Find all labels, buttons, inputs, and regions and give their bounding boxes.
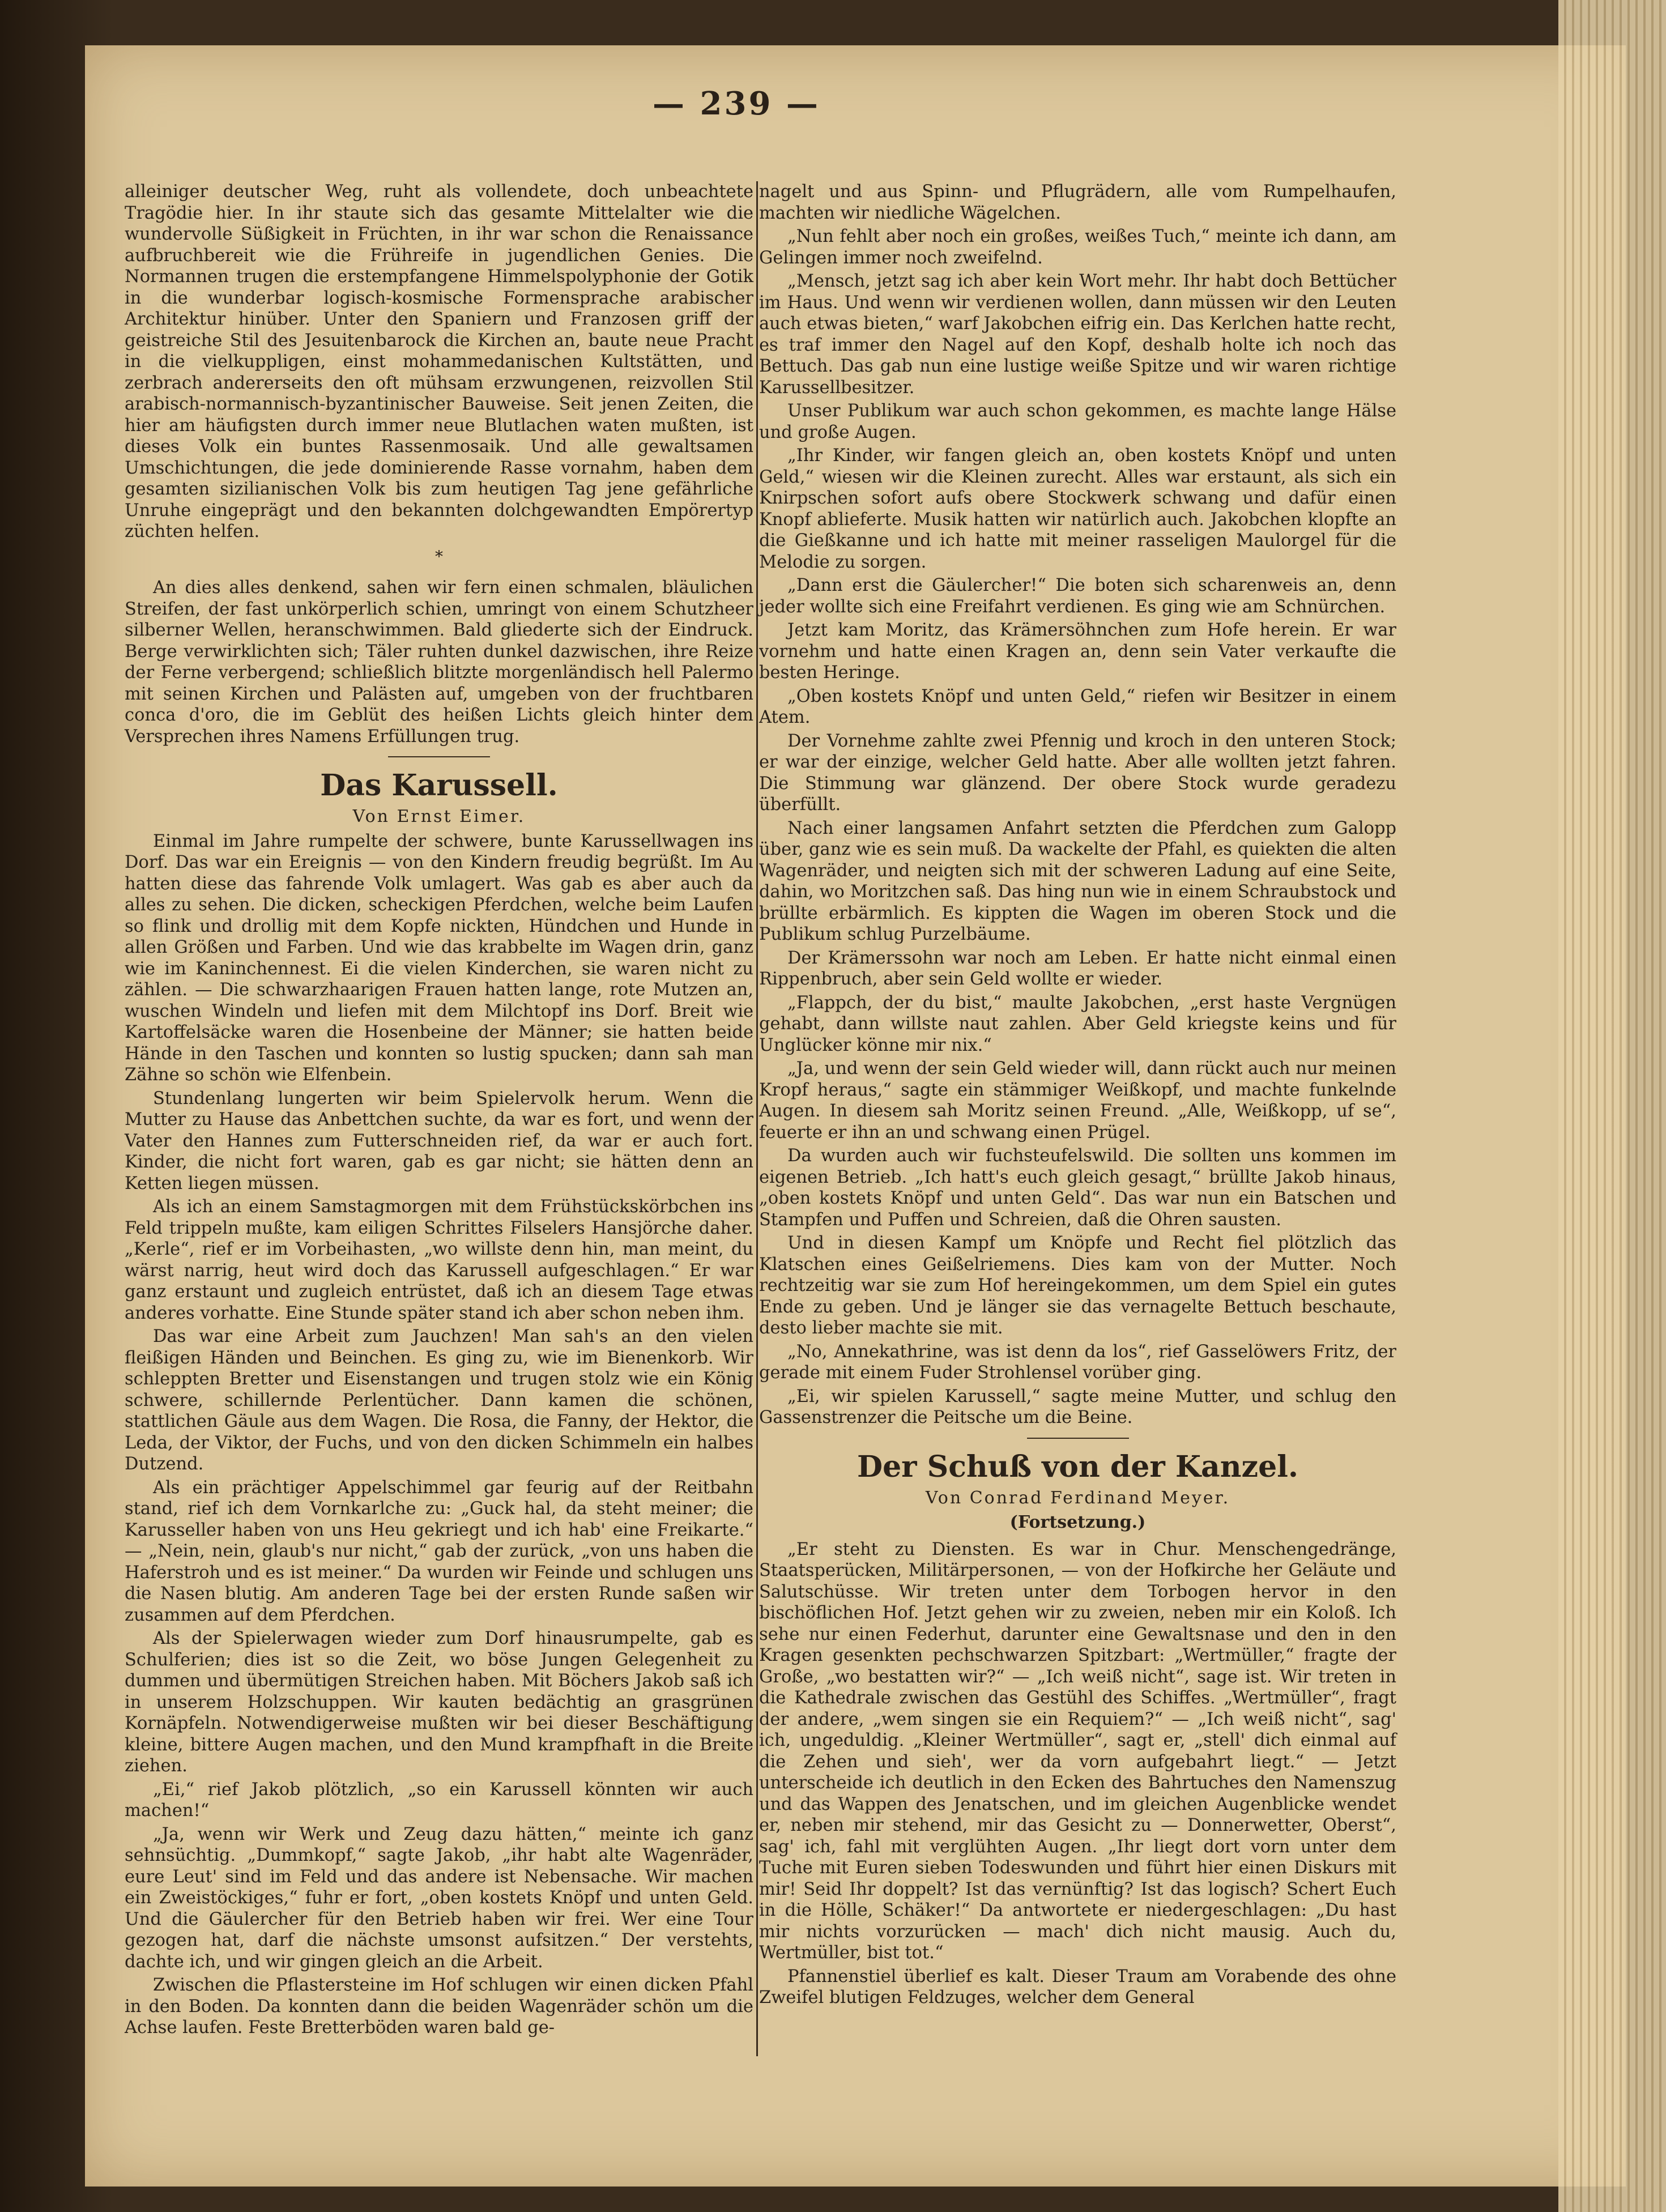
story-paragraph: „Dann erst die Gäulercher!“ Die boten sich scharenweis an, denn jeder wollte sich eine Freifahrt verdienen. Es ging wie am Schnürchen.: [759, 576, 1396, 617]
story-paragraph: Einmal im Jahre rumpelte der schwere, bunte Karussellwagen ins Dorf. Das war ein Ereignis — von den Kindern freudig begrüßt. Im Au hatten diese das fahrende Volk umlagert. Was gab es aber auch da alles zu sehen. Die dicken, scheckigen Pferdchen, welche beim Laufen so flink und drollig mit dem Kopfe nickten, Hündchen und Hunde in allen Größen und Farben. Und wie das krabbelte im Wagen drin, ganz wie im Kaninchennest. Ei die vielen Kinderchen, sie waren nicht zu zählen. — Die schwarzhaarigen Frauen hatten lange, rote Mutzen an, wuschen Windeln und liefen mit dem Milchtopf ins Dorf. Breit wie Kartoffelsäcke waren die Hosenbeine der Männer; sie hatten beide Hände in den Taschen und konnten so lustig spucken; dann sah man Zähne so schön wie Elfenbein.: [125, 831, 753, 1085]
story-paragraph: Als ich an einem Samstagmorgen mit dem Frühstückskörbchen ins Feld trippeln mußte, kam eiligen Schrittes Filselers Hansjörche daher. „Kerle“, rief er im Vorbeihasten, „wo willste denn hin, man meint, du wärst narrig, heut wird doch das Karussell aufgeschlagen.“ Er war ganz erstaunt und zugleich entrüstet, daß ich an diesem Tage etwas anderes vorhatte. Eine Stunde später stand ich aber schon neben ihm.: [125, 1197, 753, 1323]
story-paragraph: Als der Spielerwagen wieder zum Dorf hinausrumpelte, gab es Schulferien; dies ist so die Zeit, wo böse Jungen Gelegenheit zu dummen und übermütigen Streichen haben. Mit Böchers Jakob saß ich in unserem Holzschuppen. Wir kauten bedächtig an grasgrünen Kornäpfeln. Notwendigerweise mußten wir bei dieser Beschäftigung kleine, bittere Augen machen, und den Mund krampfhaft in die Breite ziehen.: [125, 1629, 753, 1776]
story2-title: Der Schuß von der Kanzel.: [857, 1449, 1299, 1484]
story-paragraph: Und in diesen Kampf um Knöpfe und Recht fiel plötzlich das Klatschen eines Geißelriemens. Dies kam von der Mutter. Noch rechtzeitig war sie zum Hof hereingekommen, um dem Spiel ein gutes Ende zu geben. Und je länger sie das vernagelte Bettuch beschaute, desto lieber machte sie mit.: [759, 1233, 1396, 1338]
story2-byline: Von Conrad Ferdinand Meyer.: [925, 1488, 1230, 1508]
story2-paragraph: „Er steht zu Diensten. Es war in Chur. Menschengedränge, Staatsperücken, Militärpersonen, — von der Hofkirche her Geläute und Salutschüsse. Wir treten unter dem Torbogen hervor in den bischöflichen Hof. Jetzt gehen wir zu zweien, neben mir ein Koloß. Ich sehe nur einen Federhut, darunter eine Gewaltsnase und den in den Kragen gesenkten pechschwarzen Spitzbart: „Wertmüller,“ fragte der Große, „wo bestatten wir?“ — „Ich weiß nicht“, sage ist. Wir treten in die Kathedrale zwischen das Gestühl des Schiffes. „Wertmüller“, fragt der andere, „wem singen sie ein Requiem?“ — „Ich weiß nicht“, sag' ich, ungeduldig. „Kleiner Wertmüller“, sagt er, „stell' dich einmal auf die Zehen und sieh', wer da vorn aufgebahrt liegt.“ — Jetzt unterscheide ich deutlich in den Ecken des Bahrtuches den Namenszug und das Wappen des Jenatschen, und im gleichen Augenblicke wendet er, neben mir stehend, mir das Gesicht zu — Donnerwetter, Oberst“, sag' ich, fahl mit verglühten Augen. „Ihr liegt dort vorn unter dem Tuche mit Euren sieben Todeswunden und führt hier einen Diskurs mit mir! Seid Ihr doppelt? Ist das vernünftig? Ist das logisch? Schert Euch in die Hölle, Schäker!“ Da antwortete er niedergeschlagen: „Du hast mir nichts vorzurücken — mach' dich nicht mausig. Auch du, Wertmüller, bist tot.“: [759, 1539, 1396, 1963]
story-paragraph: Jetzt kam Moritz, das Krämersöhnchen zum Hofe herein. Er war vornehm und hatte einen Kragen an, denn sein Vater verkaufte die besten Heringe.: [759, 620, 1396, 683]
story2-continued-label: (Fortsetzung.): [1009, 1512, 1146, 1532]
story-paragraph: „Mensch, jetzt sag ich aber kein Wort mehr. Ihr habt doch Bettücher im Haus. Und wenn wir verdienen wollen, dann müssen wir den Leuten auch etwas bieten,“ warf Jakobchen eifrig ein. Das Kerlchen hatte recht, es traf immer den Nagel auf den Kopf, deshalb holte ich noch das Bettuch. Das gab nun eine lustige weiße Spitze und wir waren richtige Karussellbesitzer.: [759, 271, 1396, 398]
story-paragraph: Als ein prächtiger Appelschimmel gar feurig auf der Reitbahn stand, rief ich dem Vornkarlche zu: „Guck hal, da steht meiner; die Karusseller haben von uns Heu gekriegt und ich hab' eine Freikarte.“ — „Nein, nein, glaub's nur nicht,“ gab der zurück, „von uns haben die Haferstroh und es ist meiner.“ Da wurden wir Feinde und schlugen uns die Nasen blutig. Am anderen Tage bei der ersten Runde saßen wir zusammen auf dem Pferdchen.: [125, 1477, 753, 1625]
column-divider: [756, 181, 758, 2056]
story-paragraph: Das war eine Arbeit zum Jauchzen! Man sah's an den vielen fleißigen Händen und Beinchen. Es ging zu, wie im Bienenkorb. Wir schleppten Bretter und Eisenstangen und trugen stolz wie ein König schwere, schillernde Perlentücher. Dann kamen die schönen, stattlichen Gäule aus dem Wagen. Die Rosa, die Fanny, der Hektor, die Leda, der Viktor, der Fuchs, und von den dicken Schimmeln ein halbes Dutzend.: [125, 1327, 753, 1474]
essay-paragraph: alleiniger deutscher Weg, ruht als vollendete, doch unbeachtete Tragödie hier. In ihr staute sich das gesamte Mittelalter wie die wundervolle Süßigkeit in Früchten, in ihr war schon die Renaissance aufbruchbereit wie die Frühreife in jugendlichen Genies. Die Normannen trugen die erstempfangene Himmelspolyphonie der Gotik in die wunderbar logisch-kosmische Formensprache arabischer Architektur hinüber. Unter den Spaniern und Franzosen griff der geistreiche Stil des Jesuitenbarock die Kirchen an, baute neue Pracht in die vielkuppligen, einst mohammedanischen Kultstätten, und zerbrach andererseits den oft mühsam erzwungenen, reizvollen Stil arabisch-normannisch-byzantinischer Bauweise. Seit jenen Zeiten, die hier am häufigsten durch immer neue Blutlachen waten mußten, ist dieses Volk ein buntes Rassenmosaik. Und alle gewaltsamen Umschichtungen, die jede dominierende Rasse vornahm, haben dem gesamten sizilianischen Volk bis zum heutigen Tag jene gefährliche Unruhe eingeprägt und den bekannten dolchgewandten Empörertyp züchten helfen.: [125, 182, 753, 542]
section-rule: [1027, 1438, 1129, 1439]
story-paragraph: „Ihr Kinder, wir fangen gleich an, oben kostets Knöpf und unten Geld,“ wiesen wir die Kleinen zurecht. Alles war erstaunt, als sich ein Knirpschen sofort aufs obere Stockwerk schwang und dafür einen Knopf ablieferte. Musik hatten wir natürlich auch. Jakobchen klopfte an die Gießkanne und ich hatte mit meiner rasseligen Maulorgel für die Melodie zu sorgen.: [759, 446, 1396, 572]
story-byline: Von Ernst Eimer.: [352, 807, 526, 826]
story-paragraph: „Nun fehlt aber noch ein großes, weißes Tuch,“ meinte ich dann, am Gelingen immer noch zweifelnd.: [759, 227, 1396, 268]
page-edges: [1558, 0, 1666, 2212]
story-paragraph: „Oben kostets Knöpf und unten Geld,“ riefen wir Besitzer in einem Atem.: [759, 686, 1396, 727]
story-title: Das Karussell.: [320, 768, 558, 803]
story-paragraph: „Ei,“ rief Jakob plötzlich, „so ein Karussell könnten wir auch machen!“: [125, 1779, 753, 1821]
story-paragraph: Unser Publikum war auch schon gekommen, es machte lange Hälse und große Augen.: [759, 401, 1396, 442]
section-rule: [388, 756, 490, 757]
section-asterisk: *: [435, 547, 443, 566]
left-column: [125, 181, 753, 2041]
page-number: — 239 —: [653, 85, 820, 122]
story-paragraph: „Ja, wenn wir Werk und Zeug dazu hätten,“ meinte ich ganz sehnsüchtig. „Dummkopf,“ sagte Jakob, „ihr habt alte Wagenräder, eure Leut' sind im Feld und das andere ist Nebensache. Wir machen ein Zweistöckiges,“ fuhr er fort, „oben kostets Knöpf und unten Geld. Und die Gäulercher für den Betrieb haben wir frei. Wer eine Tour gezogen hat, darf die nächste umsonst aufsitzen.“ Der verstehts, dachte ich, und wir gingen gleich an die Arbeit.: [125, 1824, 753, 1972]
story-paragraph: nagelt und aus Spinn- und Pflugrädern, alle vom Rumpelhaufen, machten wir niedliche Wägelchen.: [759, 182, 1396, 223]
story-paragraph: Stundenlang lungerten wir beim Spielervolk herum. Wenn die Mutter zu Hause das Anbettchen suchte, da war es fort, und wenn der Vater den Hannes zum Futterschneiden rief, da war er auch fort. Kinder, die nicht fort waren, gab es gar nicht; sie hätten denn an Ketten liegen müssen.: [125, 1088, 753, 1194]
right-column: [759, 181, 1396, 2011]
story-paragraph: „No, Annekathrine, was ist denn da los“, rief Gasselöwers Fritz, der gerade mit einem Fuder Strohlensel vorüber ging.: [759, 1341, 1396, 1383]
story2-paragraph: Pfannenstiel überlief es kalt. Dieser Traum am Vorabende des ohne Zweifel blutigen Feldzuges, welcher dem General: [759, 1966, 1396, 2008]
story-paragraph: Da wurden auch wir fuchsteufelswild. Die sollten uns kommen im eigenen Betrieb. „Ich hatt's euch gleich gesagt,“ brüllte Jakob hinaus, „oben kostets Knöpf und unten Geld“. Das war nun ein Batschen und Stampfen und Puffen und Schreien, daß die Ohren sausten.: [759, 1146, 1396, 1230]
essay-paragraph: An dies alles denkend, sahen wir fern einen schmalen, bläulichen Streifen, der fast unkörperlich schien, umringt von einem Schutzheer silberner Wellen, heranschwimmen. Bald gliederte sich der Eindruck. Berge verwirklichten sich; Täler ruhten dunkel dazwischen, ihre Reize der Ferne verbergend; schließlich blitzte morgenländisch hell Palermo mit seinen Kirchen und Palästen auf, umgeben von der fruchtbaren conca d'oro, die im Geblüt des heißen Lichts gleich hinter dem Versprechen ihres Namens Erfüllungen trug.: [125, 578, 753, 747]
story-paragraph: Der Krämerssohn war noch am Leben. Er hatte nicht einmal einen Rippenbruch, aber sein Geld wollte er wieder.: [759, 948, 1396, 989]
story-paragraph: Zwischen die Pflastersteine im Hof schlugen wir einen dicken Pfahl in den Boden. Da konnten dann die beiden Wagenräder schön um die Achse laufen. Feste Bretterböden waren bald ge-: [125, 1975, 753, 2038]
story-paragraph: „Flappch, der du bist,“ maulte Jakobchen, „erst haste Vergnügen gehabt, dann willste naut zahlen. Aber Geld kriegste keins und für Unglücker könne mir nix.“: [759, 992, 1396, 1055]
story-paragraph: Der Vornehme zahlte zwei Pfennig und kroch in den unteren Stock; er war der einzige, welcher Geld hatte. Aber alle wollten jetzt fahren. Die Stimmung war glänzend. Der obere Stock wurde geradezu überfüllt.: [759, 731, 1396, 815]
story-paragraph: Nach einer langsamen Anfahrt setzten die Pferdchen zum Galopp über, ganz wie es sein muß. Da wackelte der Pfahl, es quiekten die alten Wagenräder, und neigten sich mit der schweren Ladung auf eine Seite, dahin, wo Moritzchen saß. Das hing nun wie in einem Schraubstock und brüllte erbärmlich. Es kippten die Wagen im oberen Stock und die Publikum schlug Purzelbäume.: [759, 818, 1396, 944]
story-paragraph: „Ei, wir spielen Karussell,“ sagte meine Mutter, und schlug den Gassenstrenzer die Peitsche um die Beine.: [759, 1386, 1396, 1427]
story-paragraph: „Ja, und wenn der sein Geld wieder will, dann rückt auch nur meinen Kropf heraus,“ sagte ein stämmiger Weißkopf, und machte funkelnde Augen. In diesem sah Moritz seinen Freund. „Alle, Weißkopp, uf se“, feuerte er ihn an und schwang einen Prügel.: [759, 1059, 1396, 1143]
